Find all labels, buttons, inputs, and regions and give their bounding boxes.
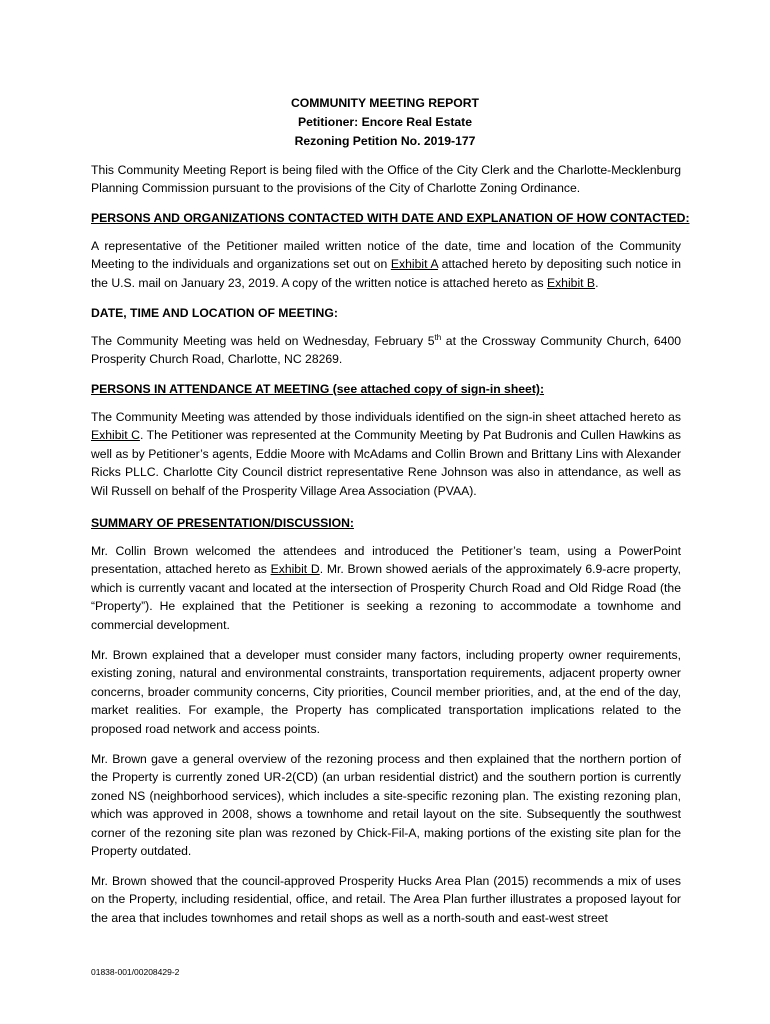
report-title: COMMUNITY MEETING REPORT xyxy=(290,96,479,110)
exhibit-a-reference: Exhibit A xyxy=(390,257,438,272)
exhibit-c-reference: Exhibit C xyxy=(91,428,140,443)
exhibit-b-reference: Exhibit B xyxy=(546,275,596,290)
meeting-paragraph: The Community Meeting was held on Wednesday, February 5th at the Crossway Community Church, 6400 Prosperity Church Road, Charlotte, NC 28269. xyxy=(91,332,681,367)
summary-paragraph-4: Mr. Brown showed that the council-approved Prosperity Hucks Area Plan (2015) recommends a mix of uses on the Property, including residential, office, and retail. The Area Plan further illustrates a proposed layout for the area that includes townhomes and retail shops as well as a north-south and east-west street xyxy=(91,874,681,925)
intro-paragraph: This Community Meeting Report is being filed with the Office of the City Clerk and the Charlotte-Mecklenburg Planning Commission pursuant to the provisions of the City of Charlotte Zoning Ordinance. xyxy=(91,163,681,196)
petitioner-line: Petitioner: Encore Real Estate xyxy=(297,115,473,129)
section-heading-summary: SUMMARY OF PRESENTATION/DISCUSSION: xyxy=(91,516,354,530)
section-heading-contacted: PERSONS AND ORGANIZATIONS CONTACTED WITH DATE AND EXPLANATION OF HOW CONTACTED: xyxy=(91,211,690,225)
attendance-paragraph: The Community Meeting was attended by those individuals identified on the sign-in sheet attached hereto as Exhibit C. The Petitioner was represented at the Community Meeting by Pat Budronis and Cullen Hawkins as well as by Petitioner’s agents, Eddie Moore with McAdams and Collin Brown and Brittany Lins with Alexander Ricks PLLC. Charlotte City Council district representative Rene Johnson was also in attendance, as well as Wil Russell on behalf of the Prosperity Village Area Association (PVAA). xyxy=(91,410,681,498)
summary-paragraph-2: Mr. Brown explained that a developer must consider many factors, including property owner requirements, existing zoning, natural and environmental constraints, transportation requirements, adjacent property owner concerns, broader community concerns, City priorities, Council member priorities, and, at the end of the day, market realities. For example, the Property has complicated transportation implications related to the proposed road network and access points. xyxy=(91,648,681,736)
petition-number: Rezoning Petition No. 2019-177 xyxy=(294,134,476,148)
summary-paragraph-1: Mr. Collin Brown welcomed the attendees and introduced the Petitioner’s team, using a PowerPoint presentation, attached hereto as Exhibit D. Mr. Brown showed aerials of the approximately 6.9-acre property, which is currently vacant and located at the intersection of Prosperity Church Road and Old Ridge Road (the “Property”). He explained that the Petitioner is seeking a rezoning to accommodate a townhome and commercial development. xyxy=(91,544,681,632)
section-heading-meeting: DATE, TIME AND LOCATION OF MEETING: xyxy=(91,306,338,320)
exhibit-d-reference: Exhibit D xyxy=(270,562,320,577)
document-footer-code: 01838-001/00208429-2 xyxy=(91,967,180,977)
section-heading-attendance: PERSONS IN ATTENDANCE AT MEETING (see attached copy of sign-in sheet): xyxy=(91,382,545,396)
summary-paragraph-3: Mr. Brown gave a general overview of the rezoning process and then explained that the northern portion of the Property is currently zoned UR-2(CD) (an urban residential district) and the southern portion is currently zoned NS (neighborhood services), which includes a site-specific rezoning plan. The existing rezoning plan, which was approved in 2008, shows a townhome and retail layout on the site. Subsequently the southwest corner of the rezoning site plan was rezoned by Chick-Fil-A, making portions of the existing site plan for the Property outdated. xyxy=(91,752,681,859)
contacted-paragraph: A representative of the Petitioner mailed written notice of the date, time and location of the Community Meeting to the individuals and organizations set out on Exhibit A attached hereto by depositing such notice in the U.S. mail on January 23, 2019. A copy of the written notice is attached hereto as Exhibit B. xyxy=(91,239,682,290)
